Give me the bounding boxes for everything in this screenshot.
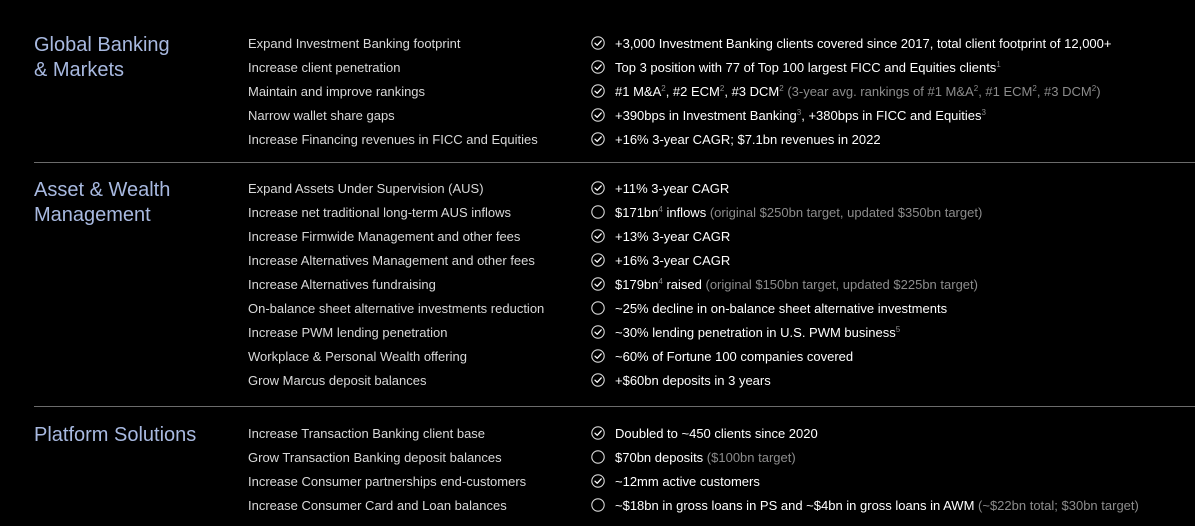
result-segment: ~25% decline in on-balance sheet alternative investments	[615, 301, 948, 316]
check-circle-icon	[591, 474, 605, 488]
result-segment: inflows	[662, 205, 710, 220]
result-text	[615, 252, 730, 270]
result-note: (3-year avg. rankings of #1 M&A	[783, 84, 974, 99]
goal-text: Increase net traditional long-term AUS inflows	[248, 205, 512, 220]
table-row	[248, 204, 1195, 228]
goal-text: On-balance sheet alternative investments reduction	[248, 301, 545, 316]
table-row	[248, 425, 1195, 449]
footnote-marker: 2	[973, 84, 979, 93]
table-row	[248, 59, 1195, 83]
result-text	[615, 59, 1001, 77]
goal-text: Narrow wallet share gaps	[248, 108, 395, 123]
result-segment: +16% 3-year CAGR	[615, 253, 731, 268]
check-circle-icon	[591, 277, 605, 291]
table-row	[248, 252, 1195, 276]
result-note: (original $250bn target, updated $350bn target)	[709, 205, 983, 220]
section-title: Asset & Wealth Management	[34, 179, 171, 226]
footnote-marker: 5	[895, 325, 901, 334]
table-row	[248, 497, 1195, 521]
goal-text: Increase Financing revenues in FICC and Equities	[248, 132, 538, 147]
table-row	[248, 107, 1195, 131]
result-text	[615, 35, 1111, 53]
result-note: )	[1096, 84, 1101, 99]
table-row	[248, 131, 1195, 155]
goal-text: Grow Transaction Banking deposit balances	[248, 450, 502, 465]
result-segment: $70bn deposits	[615, 450, 707, 465]
result-segment: ~60% of Fortune 100 companies covered	[615, 349, 854, 364]
table-row	[248, 300, 1195, 324]
result-note: (~$22bn total; $30bn target)	[978, 498, 1139, 513]
result-text	[615, 449, 796, 467]
check-circle-icon	[591, 373, 605, 387]
result-segment: Top 3 position with 77 of Top 100 largest FICC and Equities clients	[615, 60, 997, 75]
section-title: Platform Solutions	[34, 424, 197, 446]
result-text	[615, 204, 982, 222]
result-text	[615, 300, 947, 318]
check-circle-icon	[591, 84, 605, 98]
goal-text: Expand Investment Banking footprint	[248, 36, 461, 51]
result-segment: , +380bps in FICC and Equities	[801, 108, 982, 123]
table-row	[248, 473, 1195, 497]
section-title: Global Banking & Markets	[34, 34, 170, 81]
result-segment: +11% 3-year CAGR	[615, 181, 730, 196]
result-text	[615, 425, 818, 443]
empty-circle-icon	[591, 450, 605, 464]
footnote-marker: 4	[658, 277, 663, 286]
result-text	[615, 473, 760, 491]
empty-circle-icon	[591, 205, 605, 219]
result-note: ($100bn target)	[706, 450, 796, 465]
table-row	[248, 276, 1195, 300]
footnote-marker: 2	[1032, 84, 1037, 93]
check-circle-icon	[591, 181, 605, 195]
goal-text: Increase Consumer Card and Loan balances	[248, 498, 507, 513]
footnote-marker: 3	[981, 108, 986, 117]
goal-text: Increase Alternatives Management and other fees	[248, 253, 535, 268]
result-segment: , #2 ECM	[665, 84, 720, 99]
check-circle-icon	[591, 426, 605, 440]
footnote-marker: 3	[796, 108, 802, 117]
section-divider	[34, 162, 1195, 163]
goal-text: Workplace & Personal Wealth offering	[248, 349, 467, 364]
goal-text: Maintain and improve rankings	[248, 84, 426, 99]
result-text	[615, 276, 978, 294]
footnote-marker: 2	[779, 84, 784, 93]
goal-text: Increase Alternatives fundraising	[248, 277, 436, 292]
result-note: , #3 DCM	[1036, 84, 1092, 99]
result-segment: +16% 3-year CAGR; $7.1bn revenues in 2022	[615, 132, 881, 147]
check-circle-icon	[591, 60, 605, 74]
section-divider	[34, 406, 1195, 407]
result-segment: #1 M&A	[615, 84, 662, 99]
goal-text: Increase PWM lending penetration	[248, 325, 448, 340]
result-text	[615, 228, 730, 246]
footnote-marker: 1	[996, 60, 1001, 69]
result-segment: raised	[662, 277, 706, 292]
check-circle-icon	[591, 132, 605, 146]
check-circle-icon	[591, 229, 605, 243]
row-list	[248, 425, 1195, 521]
result-segment: +$60bn deposits in 3 years	[615, 373, 771, 388]
table-row	[248, 228, 1195, 252]
footnote-marker: 4	[658, 205, 663, 214]
check-circle-icon	[591, 108, 605, 122]
check-circle-icon	[591, 325, 605, 339]
result-segment: ~30% lending penetration in U.S. PWM business	[615, 325, 896, 340]
goal-text: Increase Consumer partnerships end-customers	[248, 474, 527, 489]
result-note: , #1 ECM	[978, 84, 1033, 99]
result-text	[615, 131, 881, 149]
table-row	[248, 35, 1195, 59]
result-text	[615, 348, 853, 366]
result-text	[615, 372, 771, 390]
check-circle-icon	[591, 349, 605, 363]
result-note: (original $150bn target, updated $225bn target)	[705, 277, 978, 292]
result-segment: $171bn	[615, 205, 659, 220]
result-text	[615, 497, 1139, 515]
footnote-marker: 2	[719, 84, 725, 93]
goal-text: Expand Assets Under Supervision (AUS)	[248, 181, 484, 196]
check-circle-icon	[591, 253, 605, 267]
empty-circle-icon	[591, 301, 605, 315]
result-segment: Doubled to ~450 clients since 2020	[615, 426, 818, 441]
result-text	[615, 324, 900, 342]
goal-text: Increase client penetration	[248, 60, 401, 75]
footnote-marker: 2	[1091, 84, 1097, 93]
row-list	[248, 35, 1195, 155]
result-segment: +390bps in Investment Banking	[615, 108, 797, 123]
result-text	[615, 107, 986, 125]
result-segment: , #3 DCM	[724, 84, 780, 99]
result-segment: +3,000 Investment Banking clients covered since 2017, total client footprint of 12,000+	[615, 36, 1112, 51]
result-segment: +13% 3-year CAGR	[615, 229, 731, 244]
empty-circle-icon	[591, 498, 605, 512]
result-text	[615, 83, 1101, 101]
result-segment: $179bn	[615, 277, 659, 292]
table-row	[248, 348, 1195, 372]
goal-text: Grow Marcus deposit balances	[248, 373, 427, 388]
table-row	[248, 83, 1195, 107]
table-row	[248, 372, 1195, 396]
result-segment: ~12mm active customers	[615, 474, 760, 489]
result-segment: ~$18bn in gross loans in PS and ~$4bn in gross loans in AWM	[615, 498, 979, 513]
goal-text: Increase Transaction Banking client base	[248, 426, 486, 441]
table-row	[248, 180, 1195, 204]
footnote-marker: 2	[661, 84, 666, 93]
check-circle-icon	[591, 36, 605, 50]
result-text	[615, 180, 729, 198]
goal-text: Increase Firmwide Management and other fees	[248, 229, 521, 244]
table-row	[248, 449, 1195, 473]
table-row	[248, 324, 1195, 348]
row-list	[248, 180, 1195, 396]
